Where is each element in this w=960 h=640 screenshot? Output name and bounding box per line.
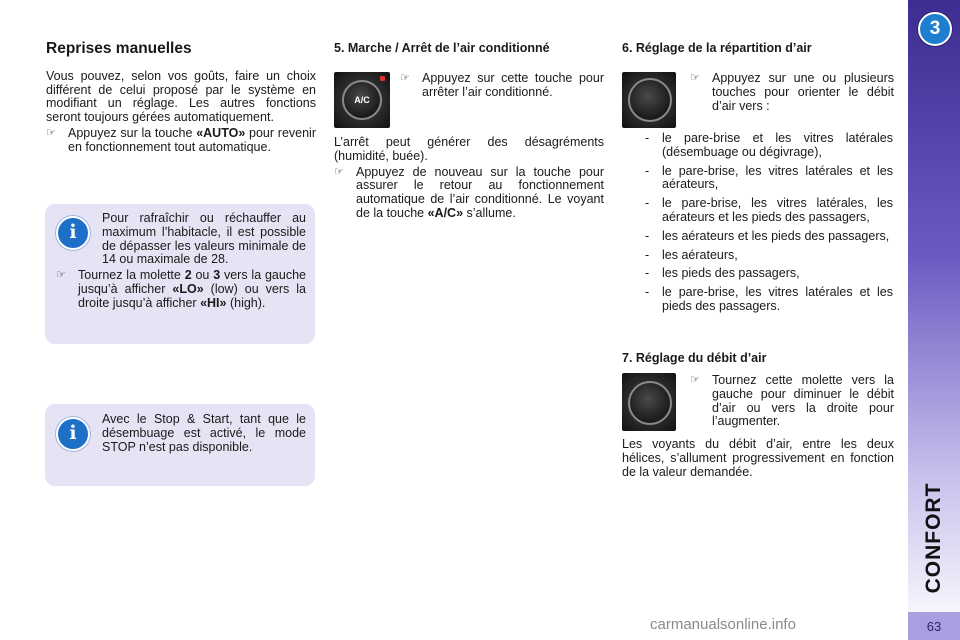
airflow-bullet-block (690, 374, 894, 429)
airflow-knob-photo (622, 373, 676, 431)
distribution-bullet (690, 72, 894, 113)
section-title-manual: Reprises manuelles (46, 40, 192, 57)
section-title-ac: 5. Marche / Arrêt de l’air conditionné (334, 41, 550, 55)
airflow-bullet-text: Tournez cette molette vers la gauche pour diminuer le débit d’air ou vers la droite pour l’augmenter. (712, 373, 894, 429)
auto-bullet-text: Appuyez sur la touche «AUTO» pour revenir en fonctionnement tout automatique. (68, 125, 316, 154)
ac-button-label: A/C (342, 80, 382, 120)
info-icon: i (56, 417, 90, 451)
column-air-conditioning (334, 42, 604, 56)
ac-bullet-block (400, 72, 604, 100)
list-item: - le pare-brise, les vitres latérales et les aérateurs, (645, 163, 893, 192)
ac-note: L’arrêt peut générer des désagréments (humidité, buée). (334, 135, 604, 163)
chapter-number-badge: 3 (918, 12, 952, 46)
ac-indicator-light (380, 76, 385, 81)
info-box-temperature (45, 204, 315, 344)
pointer-icon: ☞ (334, 165, 344, 178)
column-manual-overrides (46, 42, 316, 155)
pointer-icon: ☞ (400, 72, 410, 84)
pointer-icon: ☞ (46, 126, 56, 139)
section-title-airflow: 7. Réglage du débit d’air (622, 351, 767, 365)
knob-bullet-text: Tournez la molette 2 ou 3 vers la gauche jusqu’à afficher «LO» (low) ou vers la droite jusqu’à afficher «HI» (high). (78, 268, 306, 310)
info-box-stop-start (45, 404, 315, 486)
knob-bullet (56, 269, 306, 310)
list-item: - les aérateurs et les pieds des passagers, (645, 228, 890, 243)
distribution-buttons-photo (622, 72, 676, 128)
pointer-icon: ☞ (56, 269, 66, 282)
watermark: carmanualsonline.info (650, 616, 796, 633)
ac-button-photo (334, 72, 390, 128)
distribution-options-list (645, 132, 893, 319)
page-number: 63 (908, 612, 960, 640)
pointer-icon: ☞ (690, 374, 700, 386)
airflow-bullet (690, 374, 894, 429)
column-air-distribution (622, 42, 894, 56)
info-temperature-text: Pour rafraîchir ou réchauffer au maximum l’habitacle, il est possible de dépasser les valeurs minimale de 14 ou maximale de 28. (102, 211, 306, 267)
list-item: - le pare-brise, les vitres latérales et les pieds des passagers. (645, 285, 893, 313)
distribution-bullet-text: Appuyez sur une ou plusieurs touches pour orienter le débit d’air vers : (712, 71, 894, 113)
distribution-dial-icon (628, 78, 672, 122)
distribution-bullet-block (690, 72, 894, 113)
ac-off-bullet (400, 72, 604, 100)
section-title-distribution: 6. Réglage de la répartition d’air (622, 41, 812, 55)
ac-notes (334, 136, 604, 221)
airflow-dial-icon (628, 381, 672, 425)
airflow-note: Les voyants du débit d’air, entre les deux hélices, s’allument progressivement en fonction de la valeur demandée. (622, 437, 894, 479)
info-icon: i (56, 216, 90, 250)
pointer-icon: ☞ (690, 72, 700, 84)
chapter-title: CONFORT (922, 482, 945, 594)
airflow-note-block (622, 438, 894, 479)
auto-bullet (46, 127, 316, 155)
intro-paragraph: Vous pouvez, selon vos goûts, faire un choix différent de celui proposé par le système en modifiant un réglage. Les autres fonctions seront toujours gérées automatiquement. (46, 68, 316, 125)
ac-on-bullet (334, 166, 604, 221)
list-item: - les aérateurs, (645, 247, 738, 262)
list-item: - les pieds des passagers, (645, 266, 800, 281)
ac-on-text: Appuyez de nouveau sur la touche pour assurer le retour au fonctionnement automatique de l’air conditionné. Le voyant de la touche «A/C» s’allume. (356, 164, 604, 220)
section-air-flow-header (622, 352, 894, 366)
ac-off-text: Appuyez sur cette touche pour arrêter l’air conditionné. (422, 71, 604, 99)
info-stop-start-text: Avec le Stop & Start, tant que le désembuage est activé, le mode STOP n’est pas disponible. (102, 412, 306, 454)
list-item: - le pare-brise et les vitres latérales (désembuage ou dégivrage), (645, 131, 893, 159)
list-item: - le pare-brise, les vitres latérales, les aérateurs et les pieds des passagers, (645, 196, 893, 224)
